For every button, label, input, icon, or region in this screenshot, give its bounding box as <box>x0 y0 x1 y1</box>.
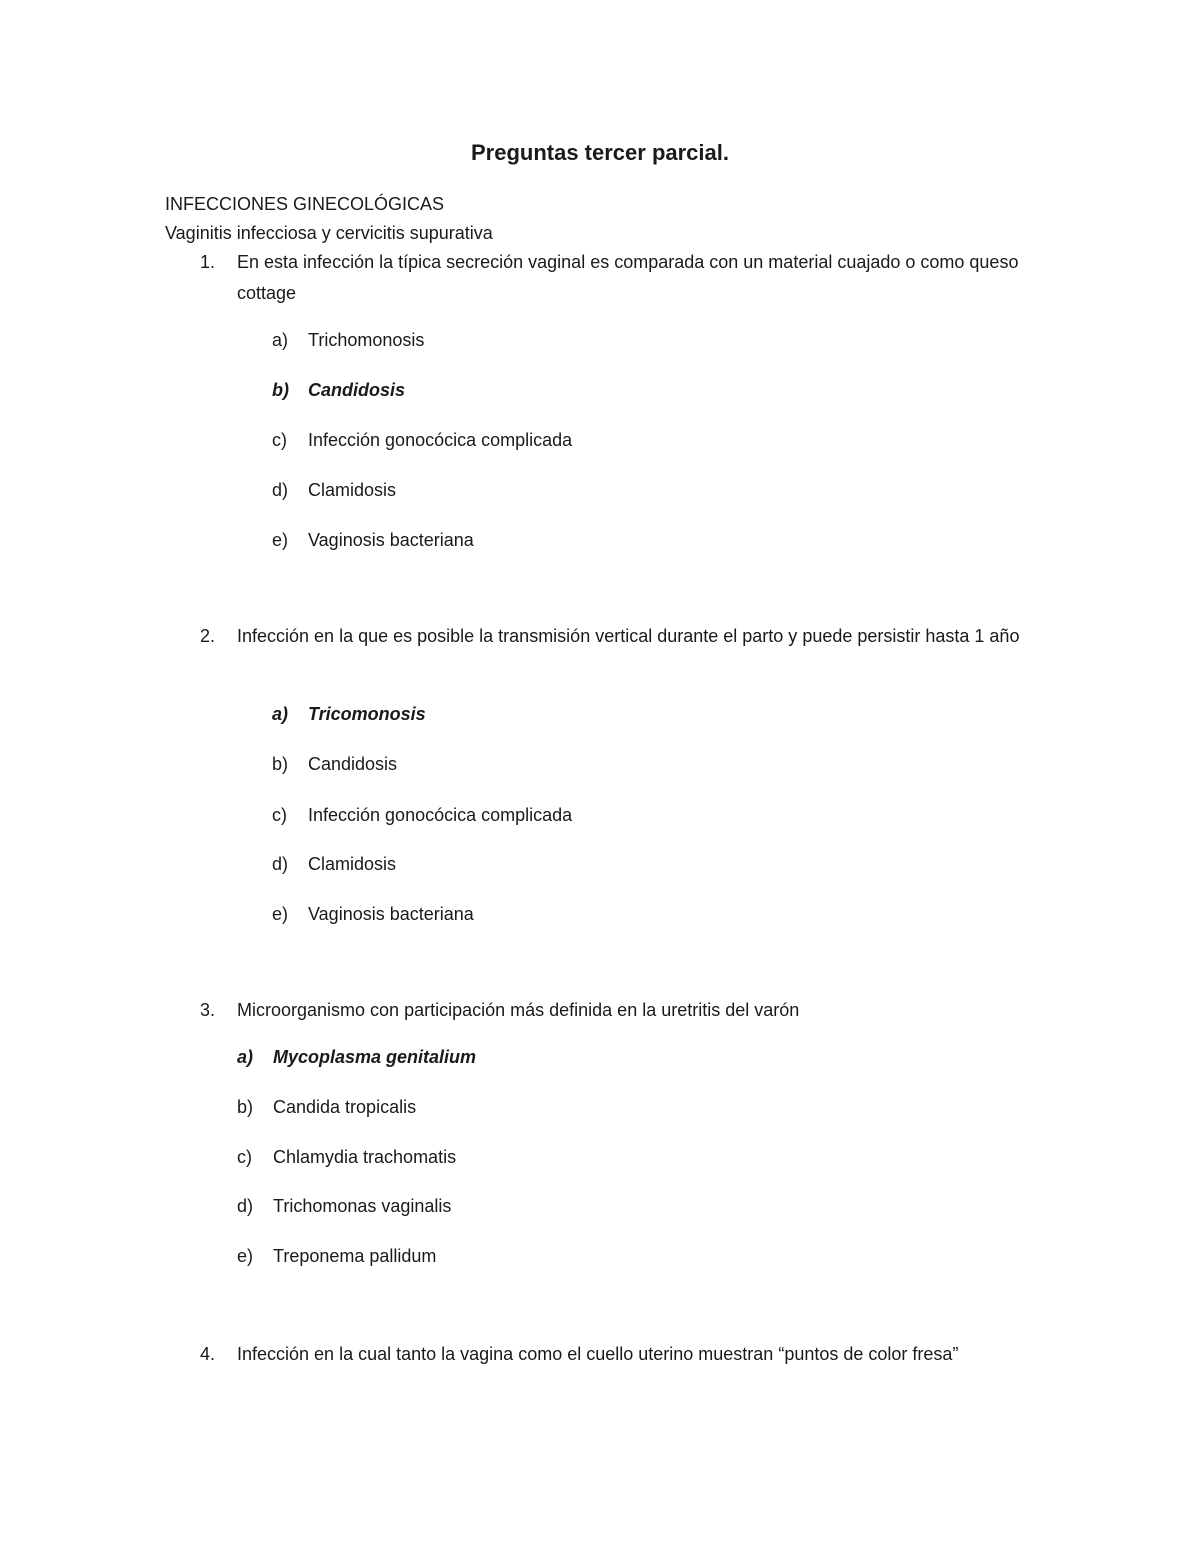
question-text: Infección en la que es posible la transmisión vertical durante el parto y puede persistir hasta 1 año <box>237 626 1020 646</box>
question-3 <box>200 995 1040 1026</box>
question-text: Microorganismo con participación más definida en la uretritis del varón <box>237 1000 800 1020</box>
option-a-correct: a) Mycoplasma genitalium <box>237 1047 477 1067</box>
option-c: c) Infección gonocócica complicada <box>272 805 573 825</box>
option-b-correct: b) Candidosis <box>272 380 406 400</box>
question-2 <box>200 621 1040 652</box>
option-a: a) Trichomonosis <box>272 330 425 350</box>
question-1 <box>200 247 1040 309</box>
option-d: d) Clamidosis <box>272 854 397 874</box>
question-number: 2. <box>200 626 216 646</box>
subsection-heading: Vaginitis infecciosa y cervicitis supurativa <box>165 223 493 243</box>
option-e: e) Treponema pallidum <box>237 1246 437 1266</box>
question-number: 3. <box>200 1000 216 1020</box>
option-e: e) Vaginosis bacteriana <box>272 530 474 550</box>
option-d: d) Clamidosis <box>272 480 397 500</box>
question-number: 4. <box>200 1344 216 1364</box>
option-a-correct: a) Tricomonosis <box>272 704 426 724</box>
option-d: d) Trichomonas vaginalis <box>237 1196 452 1216</box>
question-text: Infección en la cual tanto la vagina como el cuello uterino muestran “puntos de color fresa” <box>237 1344 959 1364</box>
question-number: 1. <box>200 252 216 272</box>
option-c: c) Chlamydia trachomatis <box>237 1147 457 1167</box>
option-b: b) Candidosis <box>272 754 398 774</box>
question-4 <box>200 1339 1040 1370</box>
option-c: c) Infección gonocócica complicada <box>272 430 573 450</box>
option-b: b) Candida tropicalis <box>237 1097 417 1117</box>
section-heading: INFECCIONES GINECOLÓGICAS <box>165 194 445 214</box>
page-title: Preguntas tercer parcial. <box>470 140 729 165</box>
option-e: e) Vaginosis bacteriana <box>272 904 474 924</box>
question-text: En esta infección la típica secreción vaginal es comparada con un material cuajado o como queso cottage <box>237 252 1019 303</box>
